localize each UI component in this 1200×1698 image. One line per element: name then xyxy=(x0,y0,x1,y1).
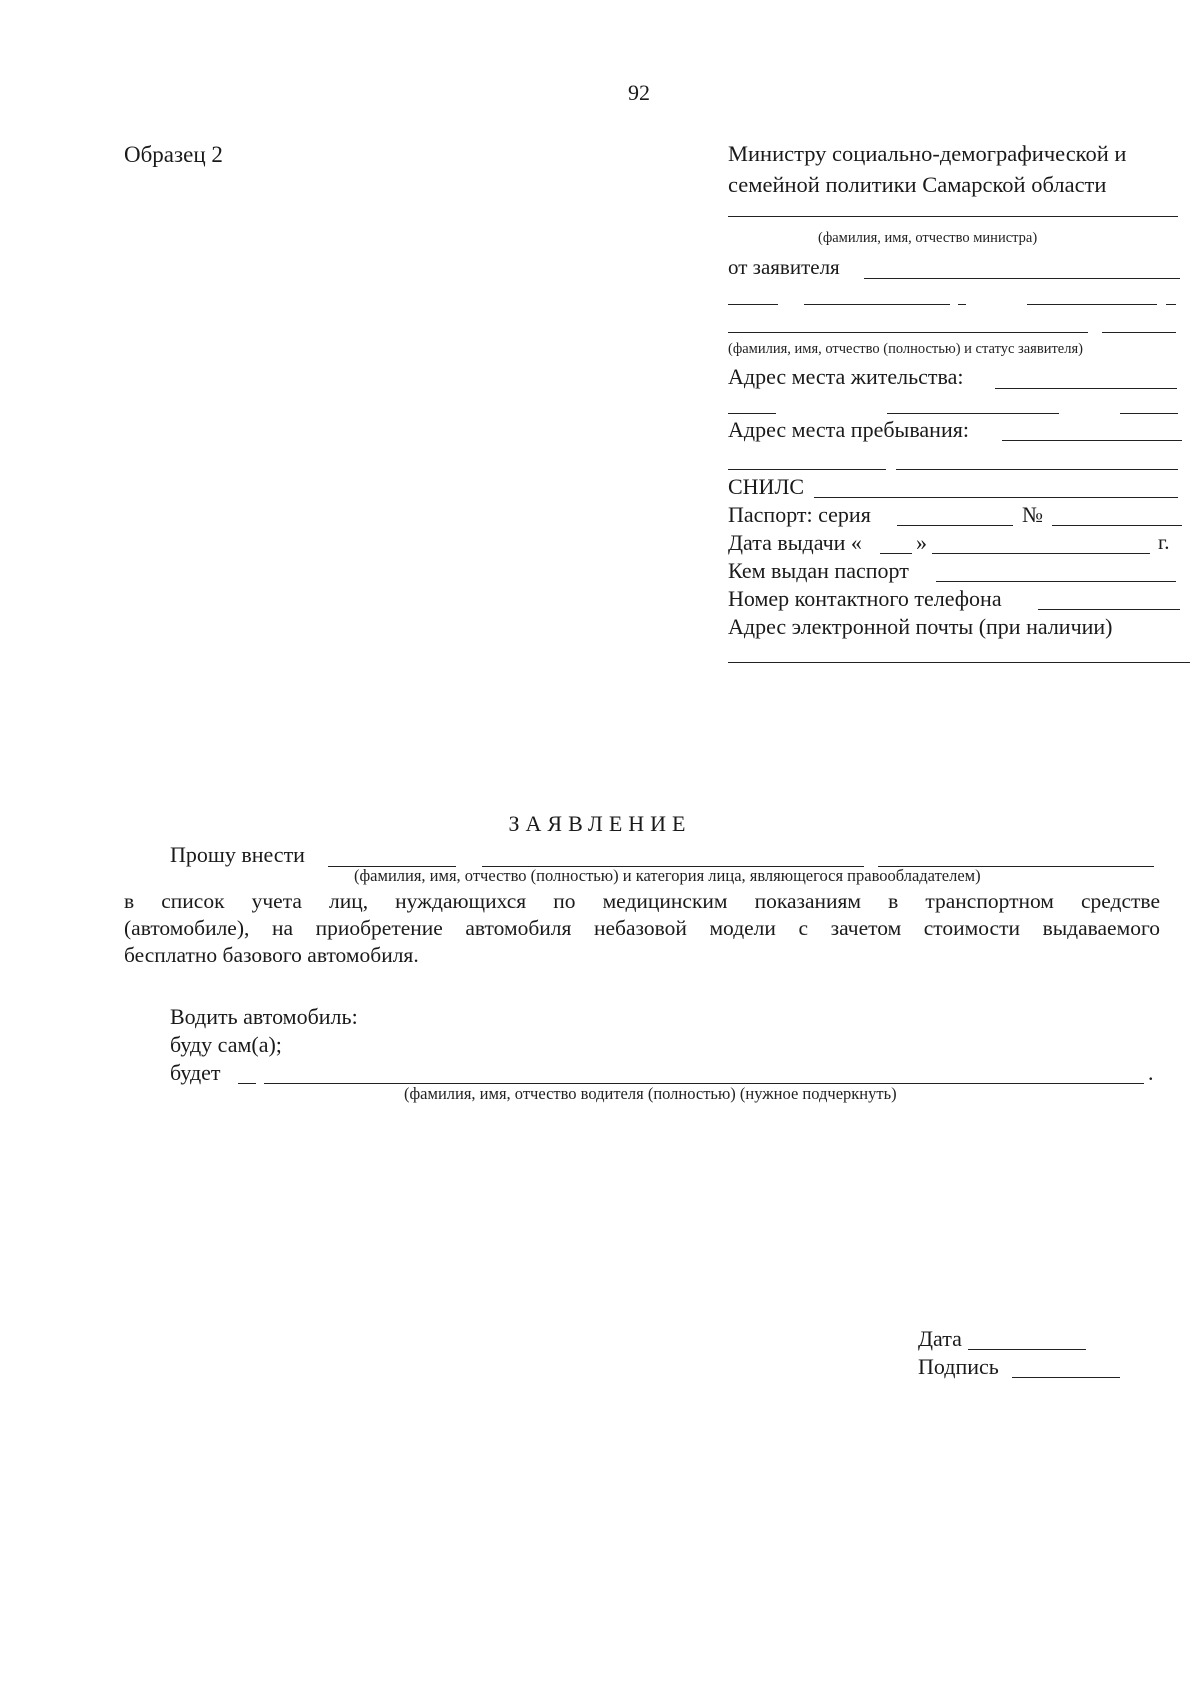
email-field[interactable] xyxy=(728,662,1190,663)
residence-field-2b[interactable] xyxy=(887,413,1059,414)
driver-field-a[interactable] xyxy=(238,1083,256,1084)
addressee-heading xyxy=(728,138,1126,200)
residence-label: Адрес места жительства: xyxy=(728,364,964,389)
addressee-line-1: Министру социально-демографической и xyxy=(728,141,1127,166)
request-label: Прошу внести xyxy=(170,842,305,867)
email-label: Адрес электронной почты (при наличии) xyxy=(728,614,1113,639)
applicant-name-field-3b[interactable] xyxy=(1102,332,1176,333)
driver-caption: (фамилия, имя, отчество водителя (полностью) (нужное подчеркнуть) xyxy=(404,1084,897,1103)
stay-address-field-1[interactable] xyxy=(1002,440,1182,441)
issue-month-year-field[interactable] xyxy=(932,553,1150,554)
passport-series-label: Паспорт: серия xyxy=(728,502,871,527)
issued-by-label: Кем выдан паспорт xyxy=(728,558,909,583)
stay-address-field-2a[interactable] xyxy=(728,469,886,470)
issue-day-field[interactable] xyxy=(880,553,912,554)
applicant-name-field-2b[interactable] xyxy=(804,304,950,305)
stay-address-field-2b[interactable] xyxy=(896,469,1178,470)
phone-label: Номер контактного телефона xyxy=(728,586,1002,611)
issue-year-suffix: г. xyxy=(1158,530,1170,554)
applicant-name-field-1[interactable] xyxy=(864,278,1180,279)
applicant-name-field-3a[interactable] xyxy=(728,332,1088,333)
residence-field-2c[interactable] xyxy=(1120,413,1178,414)
signature-label: Подпись xyxy=(918,1354,999,1379)
snils-label: СНИЛС xyxy=(728,474,805,499)
addressee-line-2: семейной политики Самарской области xyxy=(728,172,1107,197)
issued-by-field[interactable] xyxy=(936,581,1176,582)
date-label: Дата xyxy=(918,1326,962,1351)
page-number: 92 xyxy=(628,80,650,105)
driver-field-end: . xyxy=(1148,1060,1154,1085)
drive-label: Водить автомобиль: xyxy=(170,1004,358,1029)
statement-body xyxy=(124,888,1160,969)
applicant-name-field-2a[interactable] xyxy=(728,304,778,305)
issue-date-label: Дата выдачи « xyxy=(728,530,862,555)
applicant-name-field-2e[interactable] xyxy=(1166,304,1176,305)
from-applicant-label: от заявителя xyxy=(728,255,840,279)
applicant-name-field-2c[interactable] xyxy=(958,304,966,305)
sample-label: Образец 2 xyxy=(124,142,223,167)
date-field[interactable] xyxy=(968,1349,1086,1350)
passport-series-field[interactable] xyxy=(897,525,1013,526)
holder-caption: (фамилия, имя, отчество (полностью) и категория лица, являющегося правообладателем) xyxy=(354,866,981,885)
drive-option-other: будет xyxy=(170,1060,221,1085)
phone-field[interactable] xyxy=(1038,609,1180,610)
statement-body-line-2: (автомобиле), на приобретение автомобиля небазовой модели с зачетом стоимости выдаваемого xyxy=(124,916,1160,940)
statement-title: ЗАЯВЛЕНИЕ xyxy=(508,811,692,836)
drive-option-self: буду сам(а); xyxy=(170,1032,282,1057)
passport-number-label: № xyxy=(1022,502,1043,527)
statement-body-line-1: в список учета лиц, нуждающихся по медицинским показаниям в транспортном средстве xyxy=(124,889,1160,913)
minister-caption: (фамилия, имя, отчество министра) xyxy=(818,230,1038,246)
snils-field[interactable] xyxy=(814,497,1178,498)
applicant-caption: (фамилия, имя, отчество (полностью) и статус заявителя) xyxy=(728,341,1083,357)
minister-name-field[interactable] xyxy=(728,216,1178,217)
signature-field[interactable] xyxy=(1012,1377,1120,1378)
stay-address-label: Адрес места пребывания: xyxy=(728,417,969,442)
residence-field-2a[interactable] xyxy=(728,413,776,414)
issue-date-quote: » xyxy=(916,530,927,555)
residence-field-1[interactable] xyxy=(995,388,1177,389)
applicant-name-field-2d[interactable] xyxy=(1027,304,1157,305)
passport-number-field[interactable] xyxy=(1052,525,1182,526)
statement-body-line-3: бесплатно базового автомобиля. xyxy=(124,943,419,967)
